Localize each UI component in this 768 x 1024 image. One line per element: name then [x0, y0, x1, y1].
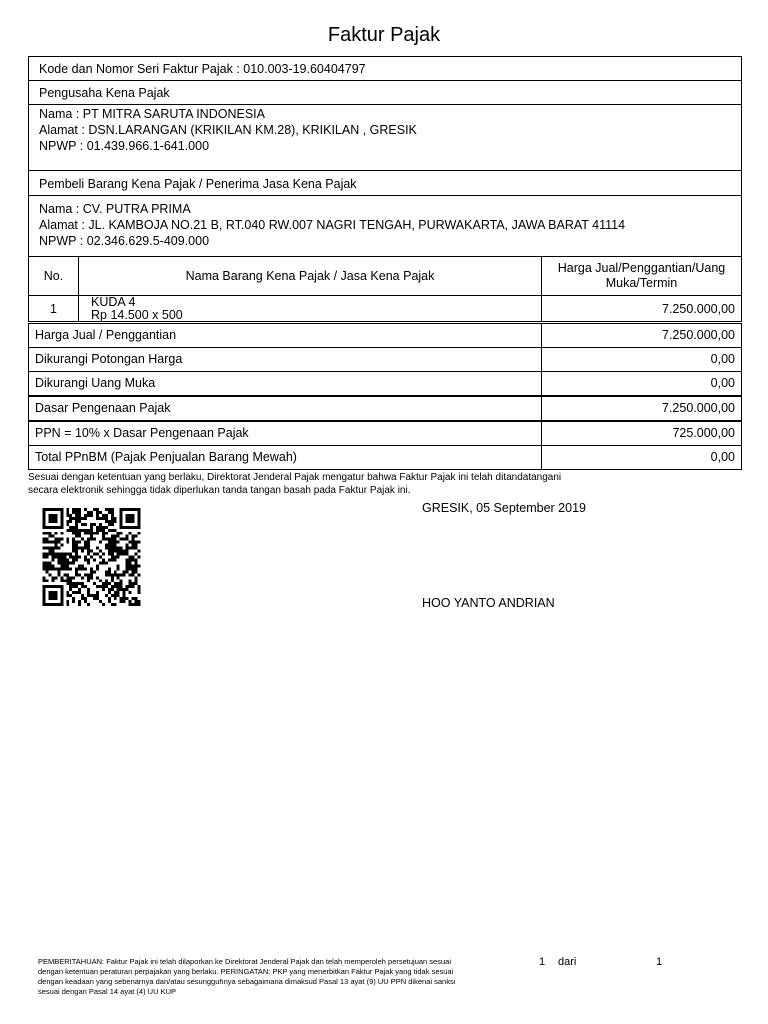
summary-row [28, 371, 742, 396]
page-total: 1 [656, 956, 663, 968]
seller-name: Nama : PT MITRA SARUTA INDONESIA [39, 107, 265, 121]
buyer-details [28, 195, 742, 257]
item-price: 7.250.000,00 [541, 295, 742, 322]
item-name-line2: Rp 14.500 x 500 [91, 308, 183, 322]
serial-number-row [28, 56, 742, 81]
signature-note [28, 471, 628, 497]
seller-heading: Pengusaha Kena Pajak [39, 86, 170, 100]
summary-label: Total PPnBM (Pajak Penjualan Barang Mewah) [28, 445, 542, 470]
summary-value: 0,00 [541, 371, 742, 396]
item-name [78, 295, 542, 322]
signature-note-line: Sesuai dengan ketentuan yang berlaku, Direktorat Jenderal Pajak mengatur bahwa Faktur Pajak ini telah ditandatangani [28, 472, 562, 483]
page-of-label: dari [558, 956, 577, 968]
summary-value: 725.000,00 [541, 421, 742, 446]
item-no: 1 [28, 295, 79, 322]
summary-label: Dikurangi Potongan Harga [28, 347, 542, 372]
seller-address: Alamat : DSN.LARANGAN (KRIKILAN KM.28), KRIKILAN , GRESIK [39, 123, 417, 137]
footer-notice-line: dengan keadaan yang sebenarnya dan/atau sesungguhnya sebagaimana dimaksud Pasal 13 ayat (9) UU PPN dikenai sanksi [38, 977, 456, 986]
footer-notice-line: sesuai dengan Pasal 14 ayat (4) UU KUP [38, 987, 176, 996]
buyer-address: Alamat : JL. KAMBOJA NO.21 B, RT.040 RW.007 NAGRI TENGAH, PURWAKARTA, JAWA BARAT 41114 [39, 218, 626, 232]
place-date: GRESIK, 05 September 2019 [422, 501, 586, 515]
summary-row [28, 396, 742, 421]
footer-notice-line: dengan ketentuan peraturan perpajakan yang berlaku. PERINGATAN: PKP yang menerbitkan Faktur Pajak yang tidak sesuai [38, 967, 454, 976]
seller-heading-row [28, 80, 742, 105]
buyer-heading: Pembeli Barang Kena Pajak / Penerima Jasa Kena Pajak [39, 177, 357, 191]
buyer-name: Nama : CV. PUTRA PRIMA [39, 202, 191, 216]
summary-row [28, 347, 742, 372]
column-header-no: No. [28, 256, 79, 296]
summary-row [28, 445, 742, 470]
column-header-name: Nama Barang Kena Pajak / Jasa Kena Pajak [78, 256, 542, 296]
summary-value: 0,00 [541, 347, 742, 372]
serial-number-text: Kode dan Nomor Seri Faktur Pajak : 010.003-19.60404797 [39, 62, 366, 76]
summary-row [28, 421, 742, 446]
column-header-price: Harga Jual/Penggantian/Uang Muka/Termin [541, 256, 742, 296]
summary-label: Harga Jual / Penggantian [28, 323, 542, 348]
footer-notice [38, 957, 478, 997]
seller-details [28, 104, 742, 171]
summary-label: Dasar Pengenaan Pajak [28, 396, 542, 421]
summary-label: Dikurangi Uang Muka [28, 371, 542, 396]
summary-value: 7.250.000,00 [541, 323, 742, 348]
summary-value: 0,00 [541, 445, 742, 470]
signature-note-line: secara elektronik sehingga tidak diperlukan tanda tangan basah pada Faktur Pajak ini. [28, 485, 411, 496]
signer-name: HOO YANTO ANDRIAN [422, 596, 555, 610]
seller-npwp: NPWP : 01.439.966.1-641.000 [39, 139, 210, 153]
buyer-npwp: NPWP : 02.346.629.5-409.000 [39, 234, 210, 248]
items-table [28, 256, 742, 322]
buyer-heading-row [28, 170, 742, 196]
summary-row [28, 323, 742, 348]
summary-label: PPN = 10% x Dasar Pengenaan Pajak [28, 421, 542, 446]
item-name-line1: KUDA 4 [91, 295, 136, 309]
qr-code [40, 508, 143, 606]
summary-value: 7.250.000,00 [541, 396, 742, 421]
page-current: 1 [539, 956, 546, 968]
footer-notice-line: PEMBERITAHUAN: Faktur Pajak ini telah dilaporkan ke Direktorat Jenderal Pajak dan telah memperoleh persetujuan sesuai [38, 957, 451, 966]
document-title: Faktur Pajak [327, 24, 441, 46]
